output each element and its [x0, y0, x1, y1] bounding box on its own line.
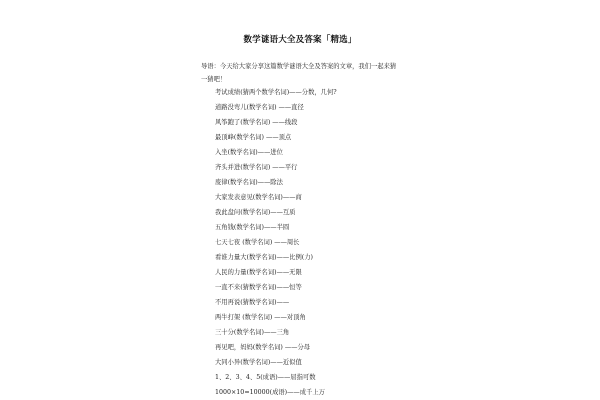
- riddle-line: 1000×10=10000(成语)——成千上万: [215, 389, 325, 396]
- riddle-line: 齐头并进(数学名词) ——平行: [215, 164, 298, 171]
- riddle-line: 废律(数学名词)——除法: [215, 179, 283, 186]
- intro-paragraph: 导语：今天给大家分享这篇数学谜语大全及答案的文章，我们一起来猜一猜吧！: [201, 63, 397, 83]
- riddle-line: 再见吧，妈妈(数学名词) ——分母: [215, 344, 311, 351]
- riddle-line: 风筝跑了(数学名词) ——线段: [215, 119, 298, 126]
- riddle-line: 我此盘问(数学名词)——互质: [215, 209, 296, 216]
- riddle-line: 七天七夜 (数学名词) ——周长: [215, 239, 300, 246]
- riddle-line: 大同小异(数学名词)——近似值: [215, 359, 302, 366]
- riddle-line: 道路没弯儿(数学名词) ——直径: [215, 104, 304, 111]
- riddle-line: 两牛打架 (数学名词) ——对顶角: [215, 314, 306, 321]
- riddle-line: 三十分(数学名词)——三角: [215, 329, 290, 336]
- riddle-line: 五角钱(数学名词)——半圆: [215, 224, 290, 231]
- riddle-line: 入坐(数学名词)——进位: [215, 149, 283, 156]
- riddle-line: 考试成绩(猜两个数学名词)——分数，几何?: [215, 89, 337, 96]
- riddle-line: 最顶峰(数学名词) ——顶点: [215, 134, 292, 141]
- riddle-line: 大家发表意见(数学名词)——商: [215, 194, 302, 201]
- riddle-line: 人民的力量(数学名词)——无限: [215, 269, 302, 276]
- riddle-line: 1、2、3、4、5(成语)——屈指可数: [215, 374, 316, 381]
- riddle-line: 看谁力量大(数学名词)——比例(力): [215, 254, 313, 261]
- document-title: 数学谜语大全及答案「精选」: [243, 35, 357, 45]
- riddle-line: 一直不来(猜数学名词)——恒等: [215, 284, 302, 291]
- riddle-line: 不用再说(猜数学名词)——: [215, 299, 290, 306]
- riddle-list: [215, 87, 405, 400]
